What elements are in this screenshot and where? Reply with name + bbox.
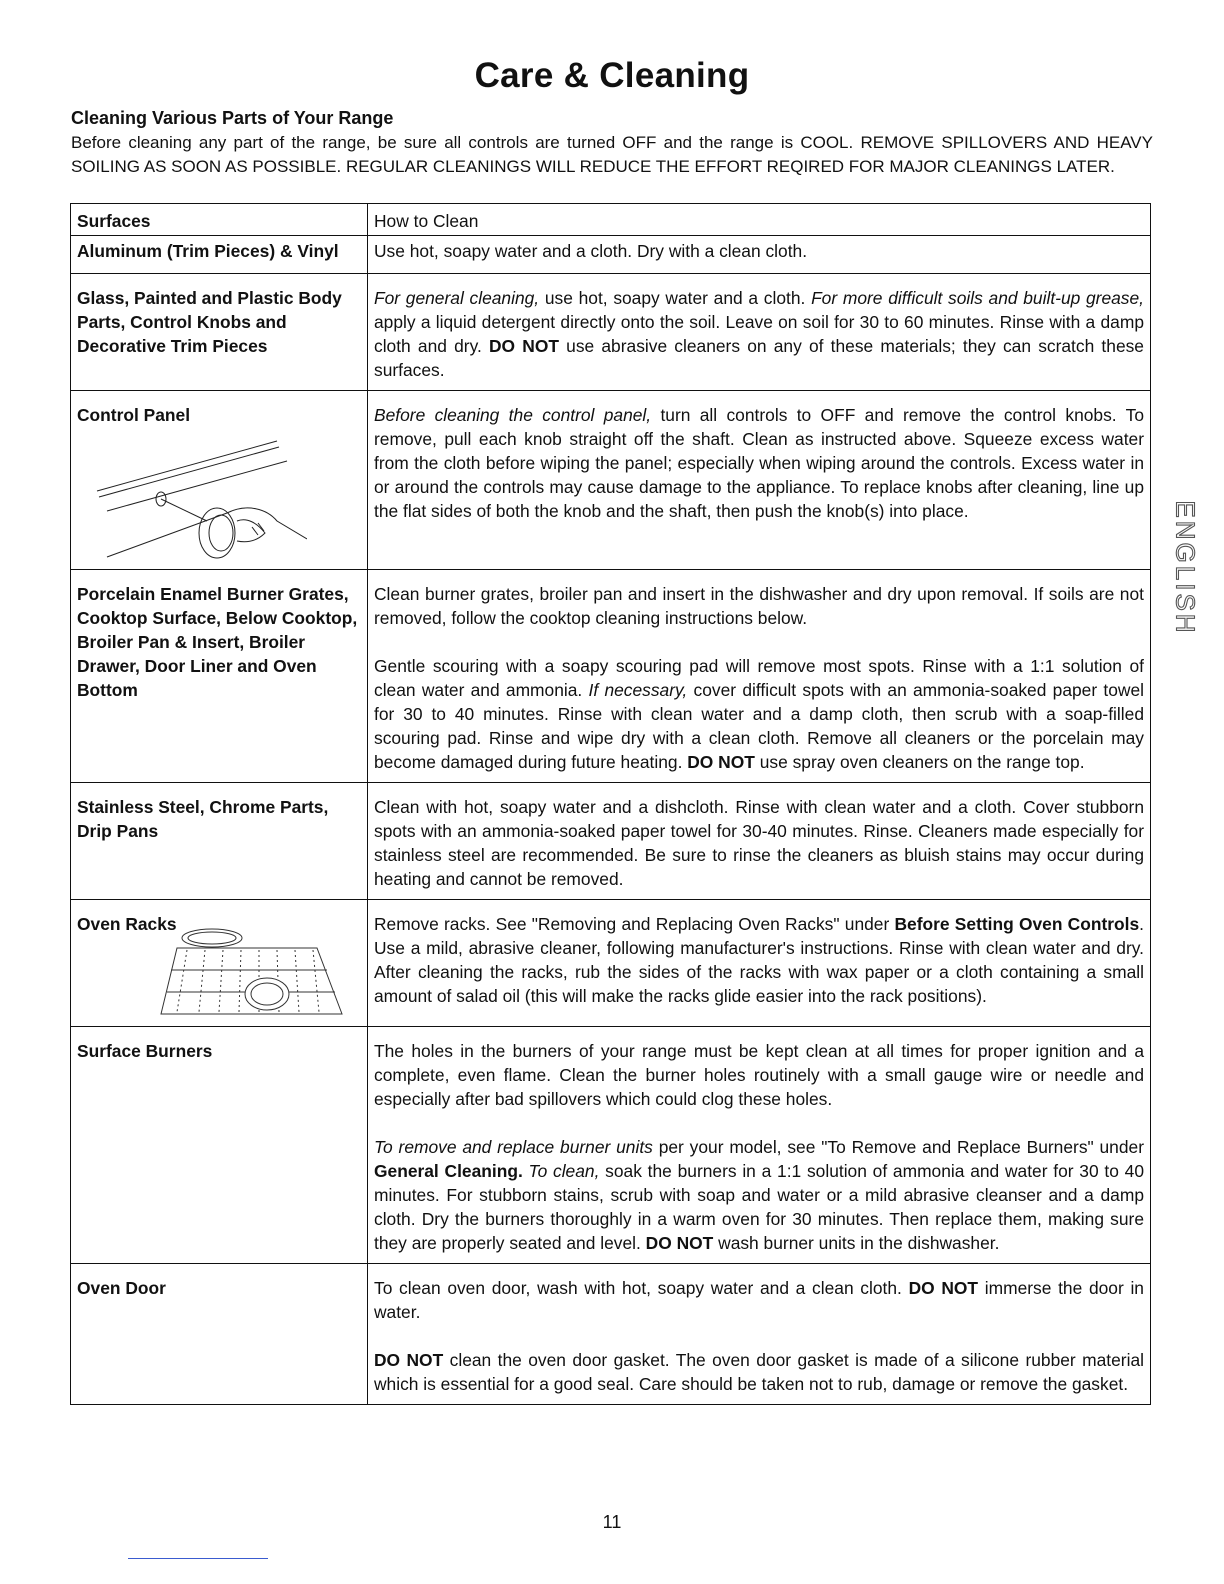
table-row [71, 1027, 1151, 1264]
instruction-text: To clean oven door, wash with hot, soapy water and a clean cloth. DO NOT immerse the door in water. [374, 1278, 1144, 1322]
instruction-text: Use hot, soapy water and a cloth. Dry with a clean cloth. [374, 241, 808, 261]
surface-cell: Oven Door [71, 1264, 368, 1405]
table-row [71, 900, 1151, 1027]
language-side-tab [1155, 493, 1215, 643]
how-to-clean-cell [368, 900, 1151, 1027]
header-how-to-clean: How to Clean [368, 204, 1151, 236]
care-table [70, 203, 1151, 1405]
table-row [71, 570, 1151, 783]
table-row [71, 391, 1151, 570]
table-row [71, 783, 1151, 900]
footer-rule [128, 1558, 268, 1559]
language-label: ENGLISH [1170, 500, 1201, 636]
surface-label: Oven Racks [77, 914, 177, 934]
table-header-row [71, 204, 1151, 236]
table-row [71, 1264, 1151, 1405]
surface-cell: Porcelain Enamel Burner Grates, Cooktop Surface, Below Cooktop, Broiler Pan & Insert, Broiler Drawer, Door Liner and Oven Bottom [71, 570, 368, 783]
how-to-clean-cell [368, 1027, 1151, 1264]
table-row [71, 236, 1151, 274]
how-to-clean-cell [368, 236, 1151, 274]
page-number: 11 [602, 1512, 622, 1532]
surface-cell [71, 900, 368, 1027]
instruction-text: To remove and replace burner units per your model, see "To Remove and Replace Burners" under General Cleaning. To clean, soak the burners in a 1:1 solution of ammonia and water for 30 to 40 minutes. For stubborn stains, scrub with soap and water or a mild abrasive cleanser and a damp cloth. Dry the burners thoroughly in a warm oven for 30 minutes. Then replace them, making sure they are properly seated and level. DO NOT wash burner units in the dishwasher. [374, 1137, 1144, 1253]
instruction-text: Clean burner grates, broiler pan and insert in the dishwasher and dry upon removal. If soils are not removed, follow the cooktop cleaning instructions below. [374, 584, 1144, 628]
table-row [71, 274, 1151, 391]
instruction-text: Gentle scouring with a soapy scouring pad will remove most spots. Rinse with a 1:1 solution of clean water and ammonia. If necessary, cover difficult spots with an ammonia-soaked paper towel for 30 to 40 minutes. Rinse with clean water and a damp cloth, then scrub with a soap-filled scouring pad. Rinse and wipe dry with a clean cloth. Remove all cleaners or the porcelain may become damaged during future heating. DO NOT use spray oven cleaners on the range top. [374, 656, 1145, 772]
instruction-text: Clean with hot, soapy water and a dishcloth. Rinse with clean water and a cloth. Cover stubborn spots with an ammonia-soaked paper towel for 30-40 minutes. Rinse. Cleaners made especially for stainless steel are recommended. Be sure to rinse the cleaners as bluish stains may occur during heating and cannot be removed. [374, 797, 1144, 889]
how-to-clean-cell [368, 391, 1151, 570]
surface-cell [71, 391, 368, 570]
section-heading: Cleaning Various Parts of Your Range [71, 108, 394, 128]
surface-cell: Glass, Painted and Plastic Body Parts, Control Knobs and Decorative Trim Pieces [71, 274, 368, 391]
how-to-clean-cell [368, 570, 1151, 783]
control-knob-illustration [77, 431, 307, 561]
how-to-clean-cell [368, 274, 1151, 391]
surface-cell: Aluminum (Trim Pieces) & Vinyl [71, 236, 368, 274]
header-surfaces: Surfaces [71, 204, 368, 236]
oven-rack-illustration [157, 926, 357, 1018]
intro-paragraph: Before cleaning any part of the range, be sure all controls are turned OFF and the range is COOL. REMOVE SPILLOVERS AND HEAVY SOILING AS SOON AS POSSIBLE. REGULAR CLEANINGS WILL REDUCE THE EFFORT REQIRED FOR MAJOR CLEANINGS LATER. [71, 133, 1153, 176]
instruction-text: The holes in the burners of your range must be kept clean at all times for proper ignition and a complete, even flame. Clean the burner holes routinely with a small gauge wire or needle and especially after bad spillovers which could clog these holes. [374, 1041, 1144, 1109]
instruction-text: Remove racks. See "Removing and Replacing Oven Racks" under Before Setting Oven Controls. Use a mild, abrasive cleaner, following manufacturer's instructions. Rinse with clean water and dry. After cleaning the racks, rub the sides of the racks with wax paper or a cloth containing a small amount of salad oil (this will make the racks glide easier into the rack positions). [374, 914, 1145, 1006]
instruction-text: DO NOT clean the oven door gasket. The oven door gasket is made of a silicone rubber material which is essential for a good seal. Care should be taken not to rub, damage or remove the gasket. [374, 1350, 1144, 1394]
surface-cell: Stainless Steel, Chrome Parts, Drip Pans [71, 783, 368, 900]
surface-label: Control Panel [77, 405, 191, 425]
instruction-text: Before cleaning the control panel, turn all controls to OFF and remove the control knobs. To remove, pull each knob straight off the shaft. Clean as instructed above. Squeeze excess water from the cloth before wiping the panel; especially when wiping around the controls. Excess water in or around the controls may cause damage to the appliance. To replace knobs after cleaning, line up the flat sides of both the knob and the shaft, then push the knob(s) into place. [374, 405, 1144, 521]
instruction-text: For general cleaning, use hot, soapy water and a cloth. For more difficult soils and built-up grease, apply a liquid detergent directly onto the soil. Leave on soil for 30 to 60 minutes. Rinse with a damp cloth and dry. DO NOT use abrasive cleaners on any of these materials; they can scratch these surfaces. [374, 288, 1145, 380]
surface-cell: Surface Burners [71, 1027, 368, 1264]
page-title: Care & Cleaning [474, 56, 750, 95]
how-to-clean-cell [368, 1264, 1151, 1405]
how-to-clean-cell [368, 783, 1151, 900]
